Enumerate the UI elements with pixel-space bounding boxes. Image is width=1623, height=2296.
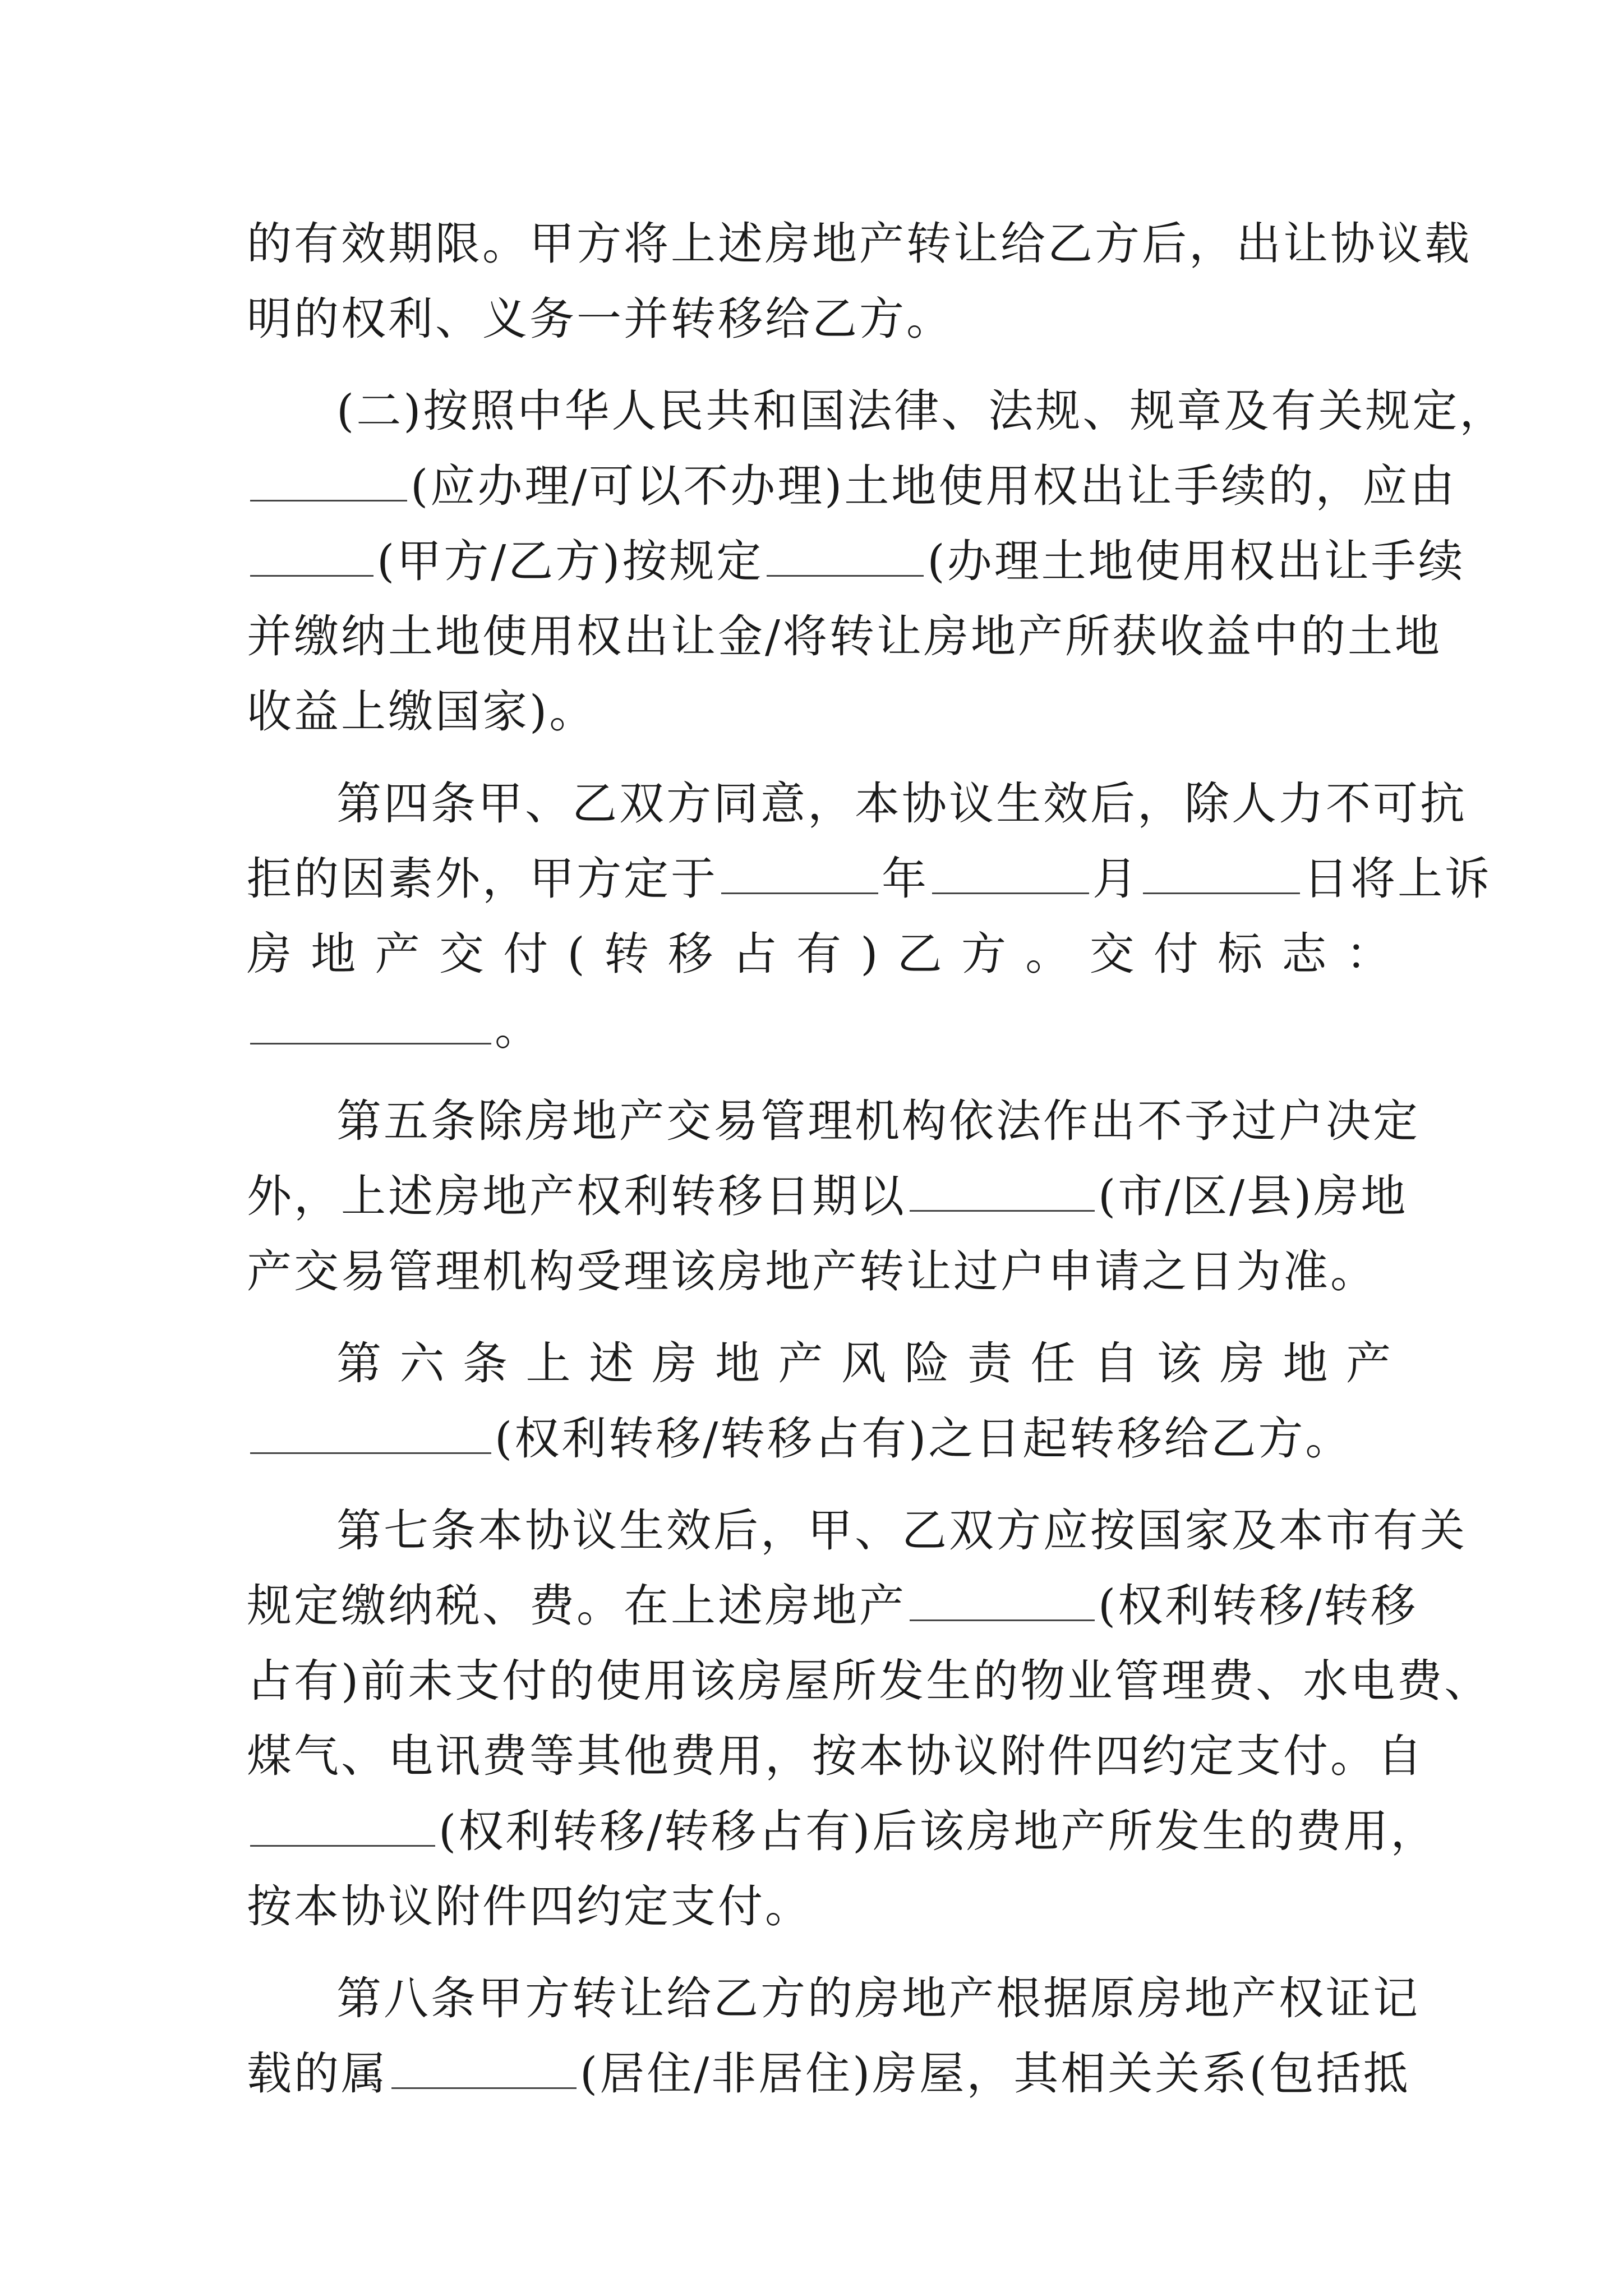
justified-line <box>247 917 1391 992</box>
text-line <box>247 674 1391 749</box>
spread-char: 交 <box>1089 928 1135 980</box>
spread-char: 自 <box>1094 1337 1138 1389</box>
spread-char: 房 <box>652 1337 697 1389</box>
text-segment: 明的权利、义务一并转移给乙方。 <box>247 293 953 345</box>
text-segment: 并缴纳土地使用权出让金/将转让房地产所获收益中的土地 <box>247 610 1442 662</box>
spread-char: 责 <box>967 1337 1012 1389</box>
text-line <box>247 1401 1391 1476</box>
fill-blank[interactable] <box>391 2049 577 2089</box>
text-line <box>247 206 1472 282</box>
spread-char: ) <box>860 928 878 980</box>
spread-char: 产 <box>778 1337 823 1389</box>
spread-char: 述 <box>589 1337 634 1389</box>
text-line <box>247 449 1457 524</box>
spread-char: 六 <box>399 1337 445 1389</box>
spread-char: 。 <box>1025 928 1071 980</box>
fill-blank[interactable] <box>250 462 407 501</box>
fill-blank[interactable] <box>250 537 374 577</box>
text-segment: 年 <box>882 853 929 905</box>
text-segment: (应办理/可以不办理)土地使用权出让手续的，应由 <box>411 460 1457 512</box>
spread-char: 地 <box>311 928 356 980</box>
spread-char: 险 <box>904 1337 949 1389</box>
fill-blank[interactable] <box>250 1807 435 1847</box>
document-page <box>247 206 1507 2111</box>
fill-blank[interactable] <box>767 537 924 577</box>
text-segment: (权利转移/转移 <box>1098 1580 1418 1632</box>
text-segment: 的有效期限。甲方将上述房地产转让给乙方后，出让协议载 <box>247 218 1472 270</box>
spread-char: 移 <box>668 928 713 980</box>
text-line <box>247 1568 1418 1644</box>
spread-char: 房 <box>247 928 292 980</box>
fill-blank-month[interactable] <box>932 854 1089 894</box>
spread-char: 付 <box>503 928 548 980</box>
spread-char: 条 <box>463 1337 508 1389</box>
text-segment: (二)按照中华人民共和国法律、法规、规章及有关规定， <box>336 385 1507 437</box>
spread-char: 任 <box>1030 1337 1076 1389</box>
text-segment: (办理土地使用权出让手续 <box>927 535 1465 587</box>
paragraph-start-line <box>247 1961 1420 2036</box>
fill-blank-day[interactable] <box>1143 854 1300 894</box>
spread-char: 上 <box>525 1337 571 1389</box>
text-segment: 第七条本协议生效后，甲、乙双方应按国家及本市有关 <box>336 1504 1467 1557</box>
text-line <box>247 1159 1408 1234</box>
paragraph-start-line <box>247 766 1467 841</box>
fill-blank[interactable] <box>250 1414 491 1454</box>
spread-char: 交 <box>439 928 484 980</box>
text-segment: 第四条甲、乙双方同意，本协议生效后，除人力不可抗 <box>336 777 1467 830</box>
fill-blank[interactable] <box>910 1172 1095 1212</box>
spread-char: 房 <box>1220 1337 1265 1389</box>
spread-char: 产 <box>1346 1337 1391 1389</box>
text-line <box>247 599 1442 674</box>
paragraph-start-line <box>247 1084 1420 1159</box>
text-line <box>247 1794 1438 1869</box>
text-segment: (市/区/县)房地 <box>1098 1170 1408 1222</box>
text-segment: (权利转移/转移占有)之日起转移给乙方。 <box>495 1412 1353 1465</box>
text-line <box>247 992 1391 1067</box>
justified-line <box>247 1326 1391 1401</box>
spread-char: 志 <box>1281 928 1327 980</box>
spread-char: 乙 <box>897 928 942 980</box>
spread-char: ( <box>567 928 585 980</box>
spread-char: 标 <box>1218 928 1263 980</box>
text-segment: 载的属 <box>247 2047 388 2100</box>
text-segment: 第五条除房地产交易管理机构依法作出不予过户决定 <box>336 1095 1420 1147</box>
spread-char: 第 <box>336 1337 381 1389</box>
text-segment: 产交易管理机构受理该房地产转让过户申请之日为准。 <box>247 1245 1377 1297</box>
spread-char: 转 <box>604 928 649 980</box>
spread-char: ： <box>1345 928 1391 980</box>
fill-blank[interactable] <box>910 1581 1095 1621</box>
text-segment: 月 <box>1092 853 1140 905</box>
fill-blank-year[interactable] <box>721 854 878 894</box>
spread-char: 占 <box>732 928 777 980</box>
spread-char: 地 <box>715 1337 760 1389</box>
text-segment: (居住/非居住)房屋，其相关关系(包括抵 <box>580 2047 1410 2100</box>
text-segment: 外，上述房地产权利转移日期以 <box>247 1170 906 1222</box>
text-line <box>247 282 1391 357</box>
text-segment: 日将上诉 <box>1303 853 1492 905</box>
text-segment: 第八条甲方转让给乙方的房地产根据原房地产权证记 <box>336 1972 1420 2024</box>
spread-char: 方 <box>961 928 1006 980</box>
text-segment: 按本协议附件四约定支付。 <box>247 1880 812 1932</box>
spread-char: 该 <box>1156 1337 1202 1389</box>
text-line <box>247 524 1465 599</box>
text-segment: (甲方/乙方)按规定 <box>377 535 764 587</box>
spread-char: 风 <box>841 1337 886 1389</box>
text-line <box>247 2036 1410 2111</box>
text-segment: 收益上缴国家)。 <box>247 685 597 738</box>
text-segment: 规定缴纳税、费。在上述房地产 <box>247 1580 906 1632</box>
text-segment: (权利转移/转移占有)后该房地产所发生的费用， <box>439 1805 1438 1857</box>
text-line <box>247 1234 1391 1309</box>
text-line <box>247 1869 1391 1944</box>
text-segment: 占有)前未支付的使用该房屋所发生的物业管理费、水电费、 <box>247 1655 1492 1707</box>
text-segment: 煤气、电讯费等其他费用，按本协议附件四约定支付。自 <box>247 1730 1424 1782</box>
text-segment: 拒的因素外，甲方定于 <box>247 853 718 905</box>
paragraph-start-line <box>247 1493 1467 1568</box>
text-segment: 。 <box>495 1003 542 1055</box>
spread-char: 地 <box>1283 1337 1328 1389</box>
spread-char: 有 <box>796 928 841 980</box>
text-line <box>247 1644 1492 1719</box>
spread-char: 产 <box>375 928 420 980</box>
spread-char: 付 <box>1153 928 1198 980</box>
text-line <box>247 1719 1424 1794</box>
text-line <box>247 841 1492 917</box>
fill-blank[interactable] <box>250 1005 491 1045</box>
paragraph-start-line <box>247 374 1507 449</box>
